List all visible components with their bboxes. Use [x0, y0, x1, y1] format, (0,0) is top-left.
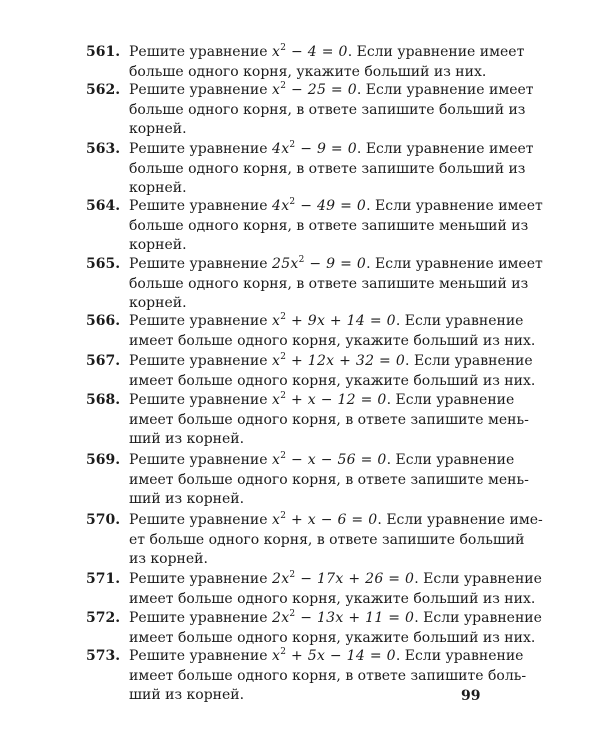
equation-variable: x [271, 44, 281, 60]
equation [272, 610, 414, 626]
problem-item [86, 197, 543, 256]
equation-rest: − 9 = 0 [295, 141, 357, 157]
problem-item [86, 511, 543, 570]
equation-exponent: 2 [289, 609, 296, 619]
problem-text [129, 140, 534, 199]
equation [272, 313, 396, 329]
statement-lead: Решите уравнение [129, 198, 272, 214]
equation-exponent: 2 [280, 391, 287, 401]
statement-continuation: ет больше одного корня, в ответе запишите больший [129, 531, 525, 548]
statement-continuation: больше одного корня, укажите больший из них. [129, 63, 487, 80]
equation [272, 512, 377, 528]
equation-exponent: 2 [289, 197, 296, 207]
equation-variable: x [271, 512, 281, 528]
statement-tail: . Если уравнение имеет [356, 82, 534, 98]
problem-number: 567. [86, 353, 121, 369]
equation-rest: − 17x + 26 = 0 [295, 571, 415, 587]
statement-lead: Решите уравнение [129, 392, 272, 408]
page-number: 99 [461, 688, 481, 704]
problem-text-line [129, 647, 524, 667]
equation-exponent: 2 [280, 43, 287, 53]
problem-text-line [129, 275, 529, 295]
statement-lead: Решите уравнение [129, 571, 272, 587]
statement-tail: . Если уравнение [405, 353, 533, 369]
problem-number: 572. [86, 610, 121, 626]
statement-tail: . Если уравнение име- [377, 512, 543, 528]
equation-coefficient: 25 [271, 256, 291, 272]
problem-text [129, 511, 543, 570]
problem-item [86, 391, 529, 450]
problem-text-line [129, 294, 506, 314]
equation-variable: x [281, 198, 290, 214]
problem-text-line [129, 81, 534, 101]
problem-text-line [129, 490, 506, 510]
equation-exponent: 2 [298, 255, 305, 265]
problem-text [129, 451, 529, 510]
statement-tail: . Если уравнение [414, 610, 542, 626]
statement-tail: . Если уравнение [386, 452, 515, 468]
problem-text-line [129, 471, 529, 491]
statement-lead: Решите уравнение [129, 82, 272, 98]
equation-variable: x [271, 82, 281, 98]
statement-lead: Решите уравнение [129, 353, 272, 369]
equation [272, 353, 405, 369]
problem-text-line [129, 411, 529, 431]
equation-coefficient: 2 [271, 571, 282, 587]
problem-item [86, 609, 542, 648]
equation-rest: − 49 = 0 [295, 198, 367, 214]
equation [272, 256, 366, 272]
statement-continuation: ший из корней. [129, 491, 245, 507]
problem-item [86, 352, 536, 391]
problem-number: 568. [86, 392, 121, 408]
problem-text-line [129, 217, 529, 237]
equation-variable: x [281, 571, 290, 587]
equation [272, 452, 387, 468]
equation-exponent: 2 [280, 312, 287, 322]
equation-variable: x [281, 141, 290, 157]
problem-text [129, 255, 543, 314]
problem-text-line [129, 140, 534, 160]
problem-number: 563. [86, 141, 121, 157]
equation-variable: x [271, 648, 281, 664]
equation-rest: − 13x + 11 = 0 [295, 610, 415, 626]
equation-variable: x [281, 610, 290, 626]
problem-number: 571. [86, 571, 121, 587]
problem-text-line [129, 430, 506, 450]
equation [272, 648, 396, 664]
equation-variable: x [271, 353, 281, 369]
problem-item [86, 312, 536, 351]
statement-continuation: имеет больше одного корня, в ответе запишите боль- [129, 667, 527, 684]
problem-text-line [129, 391, 515, 411]
problem-text-line [129, 550, 506, 570]
problem-text-line [129, 197, 543, 217]
problem-item [86, 81, 534, 140]
problem-number: 561. [86, 44, 121, 60]
statement-lead: Решите уравнение [129, 610, 272, 626]
statement-continuation: больше одного корня, в ответе запишите больший из [129, 101, 526, 118]
problem-text [129, 391, 529, 450]
problem-text-line [129, 352, 533, 372]
statement-continuation: больше одного корня, в ответе запишите меньший из [129, 275, 529, 292]
equation-variable: x [271, 452, 281, 468]
statement-tail: . Если уравнение [395, 313, 524, 329]
equation-rest: − 4 = 0 [286, 44, 348, 60]
equation-exponent: 2 [280, 451, 287, 461]
problem-text-line [129, 255, 543, 275]
problem-text-line [129, 101, 526, 121]
problem-number: 569. [86, 452, 121, 468]
equation-coefficient: 2 [271, 610, 282, 626]
equation-rest: + 12x + 32 = 0 [286, 353, 406, 369]
problem-text-line [129, 511, 543, 531]
problem-text-line [129, 332, 536, 352]
statement-continuation: ший из корней. [129, 431, 245, 447]
statement-lead: Решите уравнение [129, 256, 272, 272]
equation-variable: x [271, 392, 281, 408]
problem-text-line [129, 531, 525, 551]
problem-item [86, 570, 542, 609]
problem-text-line [129, 63, 506, 83]
problem-text-line [129, 120, 506, 140]
statement-lead: Решите уравнение [129, 141, 272, 157]
equation [272, 198, 366, 214]
statement-continuation: корней. [129, 295, 187, 311]
problem-text-line [129, 629, 536, 649]
statement-continuation: ший из корней. [129, 687, 245, 703]
equation-variable: x [290, 256, 299, 272]
problem-number: 562. [86, 82, 121, 98]
equation-rest: − 25 = 0 [286, 82, 357, 98]
equation-rest: + x − 6 = 0 [286, 512, 378, 528]
statement-lead: Решите уравнение [129, 512, 272, 528]
statement-continuation: больше одного корня, в ответе запишите меньший из [129, 217, 529, 234]
problem-text [129, 197, 543, 256]
problem-text [129, 609, 542, 648]
statement-continuation: имеет больше одного корня, укажите больший из них. [129, 590, 536, 607]
statement-tail: . Если уравнение [386, 392, 515, 408]
equation-rest: − 9 = 0 [304, 256, 367, 272]
statement-continuation: имеет больше одного корня, в ответе запишите мень- [129, 411, 529, 428]
statement-lead: Решите уравнение [129, 44, 272, 60]
equation [272, 44, 348, 60]
statement-tail: . Если уравнение имеет [366, 198, 543, 214]
statement-continuation: из корней. [129, 551, 208, 567]
problem-item [86, 255, 543, 314]
problem-text-line [129, 686, 506, 706]
statement-lead: Решите уравнение [129, 452, 272, 468]
statement-continuation: имеет больше одного корня, укажите больший из них. [129, 372, 536, 389]
equation-rest: − x − 56 = 0 [286, 452, 387, 468]
equation-exponent: 2 [280, 81, 287, 91]
problem-number: 570. [86, 512, 121, 528]
equation-exponent: 2 [280, 511, 287, 521]
statement-tail: . Если уравнение имеет [366, 256, 543, 272]
equation-exponent: 2 [289, 140, 296, 150]
equation [272, 392, 387, 408]
statement-continuation: имеет больше одного корня, укажите больший из них. [129, 629, 536, 646]
equation-exponent: 2 [280, 352, 287, 362]
equation-exponent: 2 [289, 570, 296, 580]
statement-tail: . Если уравнение [414, 571, 542, 587]
problem-item [86, 451, 529, 510]
problem-item [86, 647, 527, 706]
problem-number: 566. [86, 313, 121, 329]
statement-continuation: корней. [129, 180, 187, 196]
problem-text [129, 570, 542, 609]
equation-variable: x [271, 313, 281, 329]
problem-number: 564. [86, 198, 121, 214]
statement-lead: Решите уравнение [129, 313, 272, 329]
problem-number: 573. [86, 648, 121, 664]
problem-text [129, 43, 525, 82]
equation-rest: + 9x + 14 = 0 [286, 313, 396, 329]
equation-exponent: 2 [280, 647, 287, 657]
problem-text-line [129, 43, 525, 63]
problem-text-line [129, 667, 527, 687]
statement-continuation: имеет больше одного корня, укажите больший из них. [129, 332, 536, 349]
problem-text-line [129, 372, 536, 392]
problem-number: 565. [86, 256, 121, 272]
statement-continuation: больше одного корня, в ответе запишите больший из [129, 160, 526, 177]
problem-text-line [129, 609, 542, 629]
equation [272, 82, 357, 98]
equation [272, 141, 357, 157]
problem-text-line [129, 312, 524, 332]
statement-continuation: корней. [129, 121, 187, 137]
statement-tail: . Если уравнение [395, 648, 524, 664]
statement-lead: Решите уравнение [129, 648, 272, 664]
problem-item [86, 140, 534, 199]
statement-tail: . Если уравнение имеет [356, 141, 534, 157]
problem-text [129, 352, 536, 391]
equation-coefficient: 4 [271, 141, 282, 157]
problem-text [129, 312, 536, 351]
equation-coefficient: 4 [271, 198, 282, 214]
statement-continuation: имеет больше одного корня, в ответе запишите мень- [129, 471, 529, 488]
equation [272, 571, 414, 587]
problem-text-line [129, 160, 526, 180]
problem-text-line [129, 451, 515, 471]
problem-item [86, 43, 525, 82]
problem-text-line [129, 236, 506, 256]
problem-text [129, 647, 527, 706]
problem-text-line [129, 570, 542, 590]
equation-rest: + x − 12 = 0 [286, 392, 387, 408]
problem-text [129, 81, 534, 140]
statement-tail: . Если уравнение имеет [347, 44, 525, 60]
problem-text-line [129, 179, 506, 199]
statement-continuation: корней. [129, 237, 187, 253]
equation-rest: + 5x − 14 = 0 [286, 648, 396, 664]
problem-text-line [129, 590, 536, 610]
